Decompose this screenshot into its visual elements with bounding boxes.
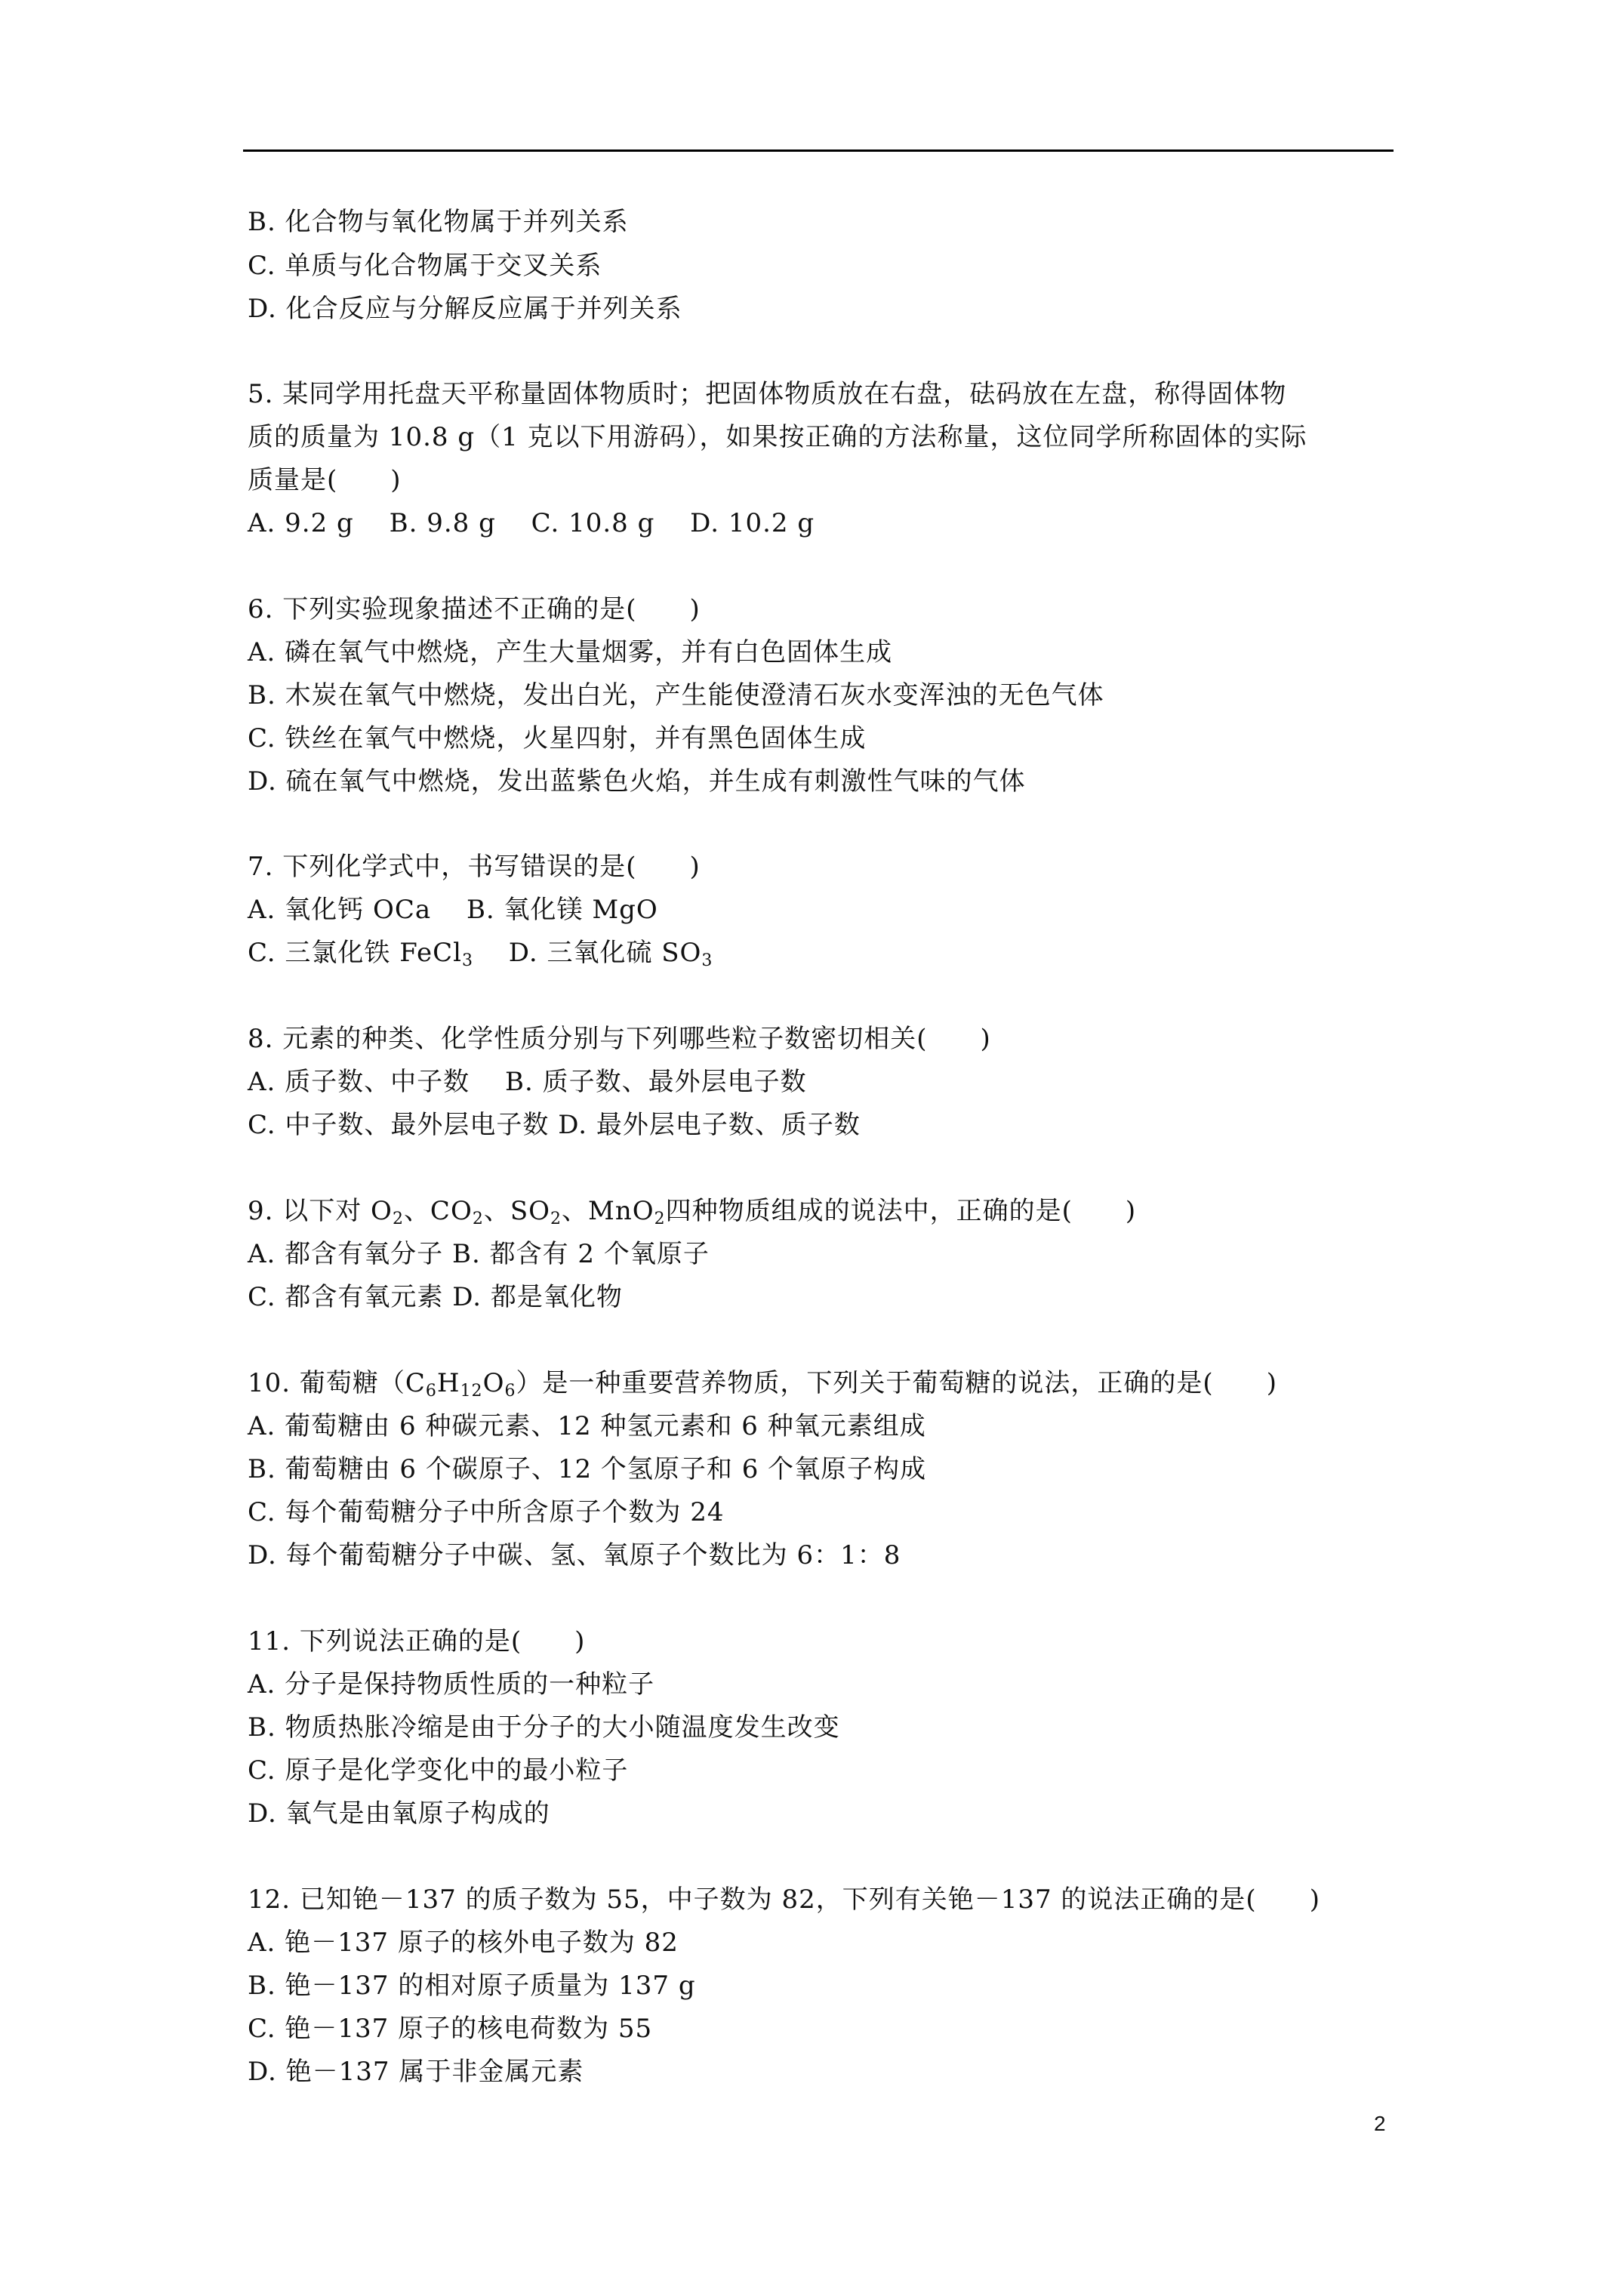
text-run: 、SO: [483, 1196, 550, 1226]
subscript: 2: [472, 1210, 484, 1228]
subscript: 6: [504, 1382, 516, 1401]
text-line: [248, 1281, 623, 1314]
text-run: C. 原子是化学变化中的最小粒子: [248, 1755, 629, 1786]
text-line: [248, 2055, 584, 2088]
text-line: [248, 1711, 840, 1744]
text-line: [248, 593, 701, 626]
text-run: A. 都含有氧分子 B. 都含有 2 个氧原子: [248, 1239, 710, 1269]
text-line: [248, 507, 815, 540]
text-run: B. 物质热胀冷缩是由于分子的大小随温度发生改变: [248, 1712, 840, 1743]
text-run: H: [436, 1368, 460, 1398]
text-run: C. 单质与化合物属于交叉关系: [248, 251, 602, 281]
text-run: A. 铯－137 原子的核外电子数为 82: [248, 1928, 679, 1958]
text-line: [248, 1453, 926, 1486]
text-run: A. 氧化钙 OCa B. 氧化镁 MgO: [248, 895, 658, 925]
text-line: [248, 1926, 679, 1959]
text-run: 5. 某同学用托盘天平称量固体物质时；把固体物质放在右盘，砝码放在左盘，称得固体物: [248, 379, 1287, 409]
text-run: 、CO: [403, 1196, 473, 1226]
text-line: [248, 205, 629, 239]
text-run: ）是一种重要营养物质，下列关于葡萄糖的说法，正确的是( ): [516, 1368, 1277, 1398]
text-line: [248, 765, 1026, 798]
text-run: 7. 下列化学式中，书写错误的是( ): [248, 852, 701, 882]
text-run: 质量是( ): [248, 465, 402, 495]
subscript: 6: [425, 1382, 437, 1401]
text-line: [248, 1754, 628, 1787]
subscript: 2: [392, 1210, 404, 1228]
text-line: [248, 679, 1104, 712]
text-line: [248, 421, 1307, 454]
text-run: 四种物质组成的说法中，正确的是( ): [665, 1196, 1137, 1226]
page-number: 2: [1374, 2112, 1386, 2135]
header-rule: [243, 149, 1394, 152]
text-run: B. 葡萄糖由 6 个碳原子、12 个氢原子和 6 个氧原子构成: [248, 1454, 927, 1484]
text-run: C. 铯－137 原子的核电荷数为 55: [248, 2014, 653, 2044]
text-line: [248, 1883, 1320, 1916]
text-run: A. 9.2 g B. 9.8 g C. 10.8 g D. 10.2 g: [248, 508, 815, 538]
text-run: A. 磷在氧气中燃烧，产生大量烟雾，并有白色固体生成: [248, 637, 893, 667]
text-line: [248, 850, 701, 883]
text-run: C. 三氯化铁 FeCl: [248, 938, 462, 968]
text-run: D. 硫在氧气中燃烧，发出蓝紫色火焰，并生成有刺激性气味的气体: [248, 766, 1026, 797]
text-line: [248, 464, 402, 497]
subscript: 3: [701, 951, 713, 970]
text-run: B. 铯－137 的相对原子质量为 137 g: [248, 1971, 696, 2001]
text-run: C. 中子数、最外层电子数 D. 最外层电子数、质子数: [248, 1110, 861, 1140]
text-run: C. 每个葡萄糖分子中所含原子个数为 24: [248, 1497, 725, 1527]
text-run: D. 铯－137 属于非金属元素: [248, 2057, 584, 2087]
text-run: 质的质量为 10.8 g（1 克以下用游码），如果按正确的方法称量，这位同学所称固体的实际: [248, 422, 1307, 452]
text-run: A. 质子数、中子数 B. 质子数、最外层电子数: [248, 1067, 807, 1097]
text-line: [248, 636, 892, 669]
text-line: [248, 1496, 725, 1529]
text-line: [248, 1065, 807, 1099]
subscript: 3: [461, 951, 473, 970]
text-line: [248, 1969, 696, 2002]
text-run: 10. 葡萄糖（C: [248, 1368, 426, 1398]
text-run: 6. 下列实验现象描述不正确的是( ): [248, 594, 701, 624]
text-run: A. 葡萄糖由 6 种碳元素、12 种氢元素和 6 种氧元素组成: [248, 1411, 926, 1441]
text-line: [248, 1022, 991, 1056]
text-run: D. 三氧化硫 SO: [473, 938, 702, 968]
text-line: [248, 1668, 654, 1701]
text-run: 11. 下列说法正确的是( ): [248, 1626, 586, 1657]
text-line: [248, 1108, 861, 1142]
text-run: D. 化合反应与分解反应属于并列关系: [248, 294, 682, 324]
text-line: [248, 893, 658, 926]
subscript: 2: [550, 1210, 562, 1228]
text-line: [248, 1625, 585, 1658]
text-line: [248, 1237, 710, 1271]
text-line: [248, 1539, 901, 1572]
text-run: A. 分子是保持物质性质的一种粒子: [248, 1669, 655, 1700]
text-run: B. 木炭在氧气中燃烧，发出白光，产生能使澄清石灰水变浑浊的无色气体: [248, 680, 1104, 710]
text-line: [248, 2012, 652, 2045]
text-run: C. 铁丝在氧气中燃烧，火星四射，并有黑色固体生成: [248, 723, 867, 754]
text-run: O: [482, 1368, 505, 1398]
text-run: C. 都含有氧元素 D. 都是氧化物: [248, 1282, 623, 1312]
subscript: 2: [654, 1210, 666, 1228]
text-run: 9. 以下对 O: [248, 1196, 393, 1226]
text-line: [248, 1194, 1136, 1228]
text-run: 12. 已知铯－137 的质子数为 55，中子数为 82，下列有关铯－137 的说法正确的是( ): [248, 1885, 1320, 1915]
text-run: 、MnO: [562, 1196, 654, 1226]
text-run: D. 氧气是由氧原子构成的: [248, 1798, 550, 1829]
text-line: [248, 722, 866, 755]
text-line: [248, 378, 1286, 411]
text-run: D. 每个葡萄糖分子中碳、氢、氧原子个数比为 6：1：8: [248, 1540, 901, 1570]
text-line: [248, 249, 602, 282]
subscript: 12: [460, 1382, 483, 1401]
text-line: [248, 936, 713, 969]
text-line: [248, 1797, 550, 1830]
text-line: [248, 1410, 926, 1443]
text-line: [248, 1367, 1277, 1400]
text-line: [248, 292, 682, 325]
text-run: B. 化合物与氧化物属于并列关系: [248, 207, 629, 237]
text-run: 8. 元素的种类、化学性质分别与下列哪些粒子数密切相关( ): [248, 1024, 991, 1054]
